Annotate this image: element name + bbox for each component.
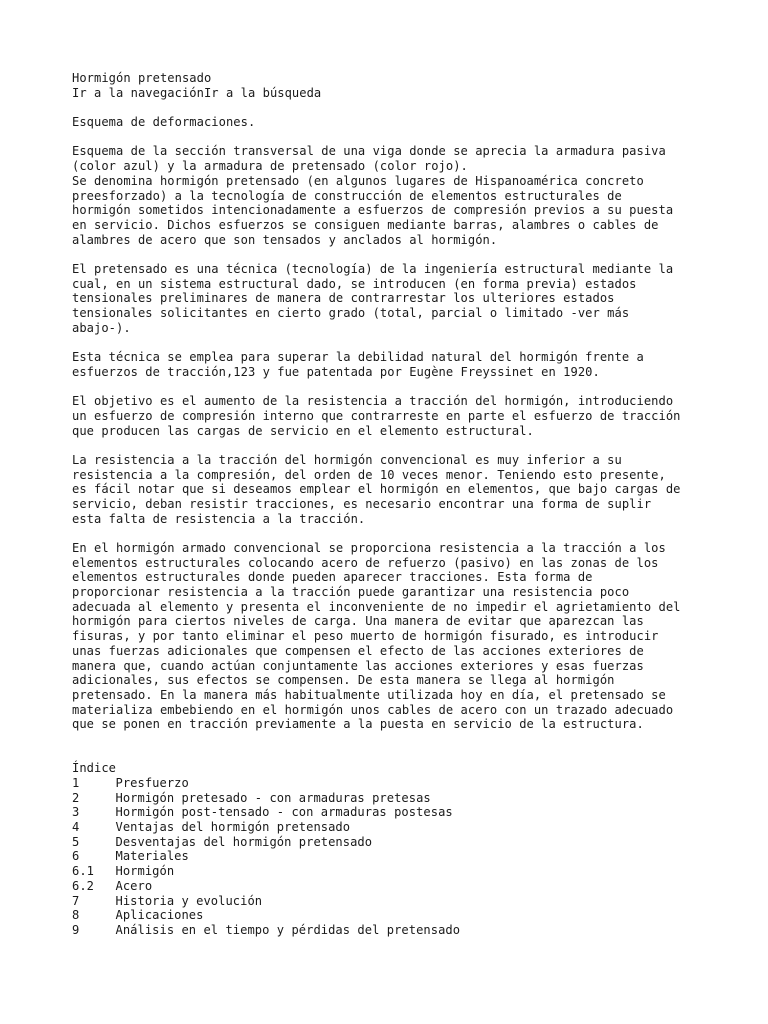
toc-item[interactable] [72, 776, 712, 791]
toc-item[interactable] [72, 791, 712, 806]
toc-item-number: 4 [72, 820, 80, 835]
text-line: abajo-). [72, 320, 131, 335]
toc-item-title[interactable]: Hormigón pretesado - con armaduras pretesas [115, 790, 431, 805]
spacer [72, 526, 712, 541]
navigation-links[interactable]: Ir a la navegaciónIr a la búsqueda [72, 85, 322, 100]
toc-item-title[interactable]: Hormigón [115, 864, 175, 879]
toc-item-number: 2 [72, 790, 80, 805]
spacer [72, 438, 712, 453]
text-line: servicio, deban resistir tracciones, es necesario encontrar una forma de suplir [72, 496, 652, 511]
spacer [72, 379, 712, 394]
caption-line: (color azul) y la armadura de pretensado (color rojo). [72, 159, 468, 174]
page-title: Hormigón pretensado [72, 71, 212, 85]
text-line: pretensado. En la manera más habitualmente utilizada hoy en día, el pretensado se [72, 687, 666, 702]
text-line: manera que, cuando actúan conjuntamente las acciones exteriores y esas fuerzas [72, 658, 644, 673]
text-line: Esta técnica se emplea para superar la debilidad natural del hormigón frente a [72, 350, 644, 365]
text-line: esfuerzos de tracción,123 y fue patentada por Eugène Freyssinet en 1920. [72, 364, 600, 379]
toc-item-number: 1 [72, 776, 80, 791]
toc-item-number: 6 [72, 849, 80, 864]
toc-item-title[interactable]: Presfuerzo [115, 776, 189, 791]
paragraph-tensile-strength [72, 453, 712, 526]
toc-item[interactable] [72, 908, 712, 923]
toc-item-number: 5 [72, 834, 80, 849]
spacer [72, 100, 712, 115]
toc-item-title[interactable]: Ventajas del hormigón pretensado [115, 820, 351, 835]
figure-caption [72, 144, 712, 173]
text-line: La resistencia a la tracción del hormigón convencional es muy inferior a su [72, 452, 622, 467]
paragraph-reinforced-concrete [72, 541, 712, 732]
toc-item-title[interactable]: Hormigón post-tensado - con armaduras postesas [115, 805, 453, 820]
toc-item-title[interactable]: Aplicaciones [115, 908, 204, 923]
toc-heading: Índice [72, 761, 116, 776]
toc-item-title[interactable]: Materiales [115, 849, 189, 864]
toc-item-number: 3 [72, 805, 80, 820]
text-line: elementos estructurales colocando acero de refuerzo (pasivo) en las zonas de los [72, 555, 659, 570]
toc-item-number: 7 [72, 893, 80, 908]
text-line: que producen las cargas de servicio en el elemento estructural. [72, 423, 534, 438]
text-line: alambres de acero que son tensados y anclados al hormigón. [72, 232, 498, 247]
text-line: fisuras, y por tanto eliminar el peso muerto de hormigón fisurado, es introducir [72, 629, 659, 644]
toc-item-number: 9 [72, 922, 80, 937]
toc-item[interactable] [72, 864, 712, 879]
toc-item-number: 6.1 [72, 864, 94, 879]
toc-item-title[interactable]: Historia y evolución [115, 893, 263, 908]
text-line: esta falta de resistencia a la tracción. [72, 511, 366, 526]
figure-title: Esquema de deformaciones. [72, 115, 256, 130]
spacer [72, 130, 712, 145]
toc-item[interactable] [72, 849, 712, 864]
text-line: preesforzado) a la tecnología de construcción de elementos estructurales de [72, 188, 622, 203]
toc-item[interactable] [72, 820, 712, 835]
text-line: adecuada al elemento y presenta el inconveniente de no impedir el agrietamiento del [72, 599, 681, 614]
document-page [72, 71, 712, 938]
paragraph-purpose [72, 350, 712, 379]
toc-item-title[interactable]: Análisis en el tiempo y pérdidas del pretensado [115, 922, 461, 937]
text-line: unas fuerzas adicionales que compensen el efecto de las acciones exteriores de [72, 643, 644, 658]
toc-item-title[interactable]: Acero [115, 878, 153, 893]
paragraph-definition [72, 174, 712, 247]
text-line: proporcionar resistencia a la tracción puede garantizar una resistencia poco [72, 585, 630, 600]
toc-item[interactable] [72, 879, 712, 894]
text-line: materializa embebiendo en el hormigón unos cables de acero con un trazado adecuado [72, 702, 674, 717]
text-line: adicionales, sus efectos se compensen. De esta manera se llega al hormigón [72, 673, 615, 688]
toc-item-title[interactable]: Desventajas del hormigón pretensado [115, 834, 373, 849]
text-line: en servicio. Dichos esfuerzos se consiguen mediante barras, alambres o cables de [72, 217, 659, 232]
text-line: que se ponen en tracción previamente a la puesta en servicio de la estructura. [72, 717, 644, 732]
text-line: es fácil notar que si deseamos emplear el hormigón en elementos, que bajo cargas de [72, 482, 681, 497]
toc-item[interactable] [72, 835, 712, 850]
spacer [72, 732, 712, 761]
text-line: El pretensado es una técnica (tecnología) de la ingeniería estructural mediante la [72, 261, 674, 276]
text-line: En el hormigón armado convencional se proporciona resistencia a la tracción a los [72, 541, 666, 555]
text-line: elementos estructurales donde pueden aparecer tracciones. Esta forma de [72, 570, 593, 585]
toc-item-number: 6.2 [72, 878, 94, 893]
text-line: tensionales solicitantes en cierto grado (total, parcial o limitado -ver más [72, 306, 630, 320]
spacer [72, 247, 712, 262]
text-line: El objetivo es el aumento de la resistencia a tracción del hormigón, introduciendo [72, 394, 674, 409]
paragraph-technique [72, 262, 712, 335]
text-line: hormigón sometidos intencionadamente a esfuerzos de compresión previos a su puesta [72, 203, 674, 218]
toc-item-number: 8 [72, 908, 80, 923]
table-of-contents [72, 761, 712, 937]
text-line: hormigón para ciertos niveles de carga. Una manera de evitar que aparezcan las [72, 614, 644, 629]
toc-item[interactable] [72, 805, 712, 820]
paragraph-objective [72, 394, 712, 438]
text-line: resistencia a la compresión, del orden de 10 veces menor. Teniendo esto presente, [72, 467, 666, 482]
text-line: un esfuerzo de compresión interno que contrarreste en parte el esfuerzo de tracción [72, 408, 681, 423]
toc-item[interactable] [72, 923, 712, 938]
text-line: cual, en un sistema estructural dado, se introducen (en forma previa) estados [72, 276, 637, 291]
spacer [72, 335, 712, 350]
text-line: tensionales preliminares de manera de contrarrestar los ulteriores estados [72, 291, 615, 306]
text-line: Se denomina hormigón pretensado (en algunos lugares de Hispanoamérica concreto [72, 173, 644, 188]
toc-item[interactable] [72, 894, 712, 909]
caption-line: Esquema de la sección transversal de una viga donde se aprecia la armadura pasiva [72, 144, 666, 159]
